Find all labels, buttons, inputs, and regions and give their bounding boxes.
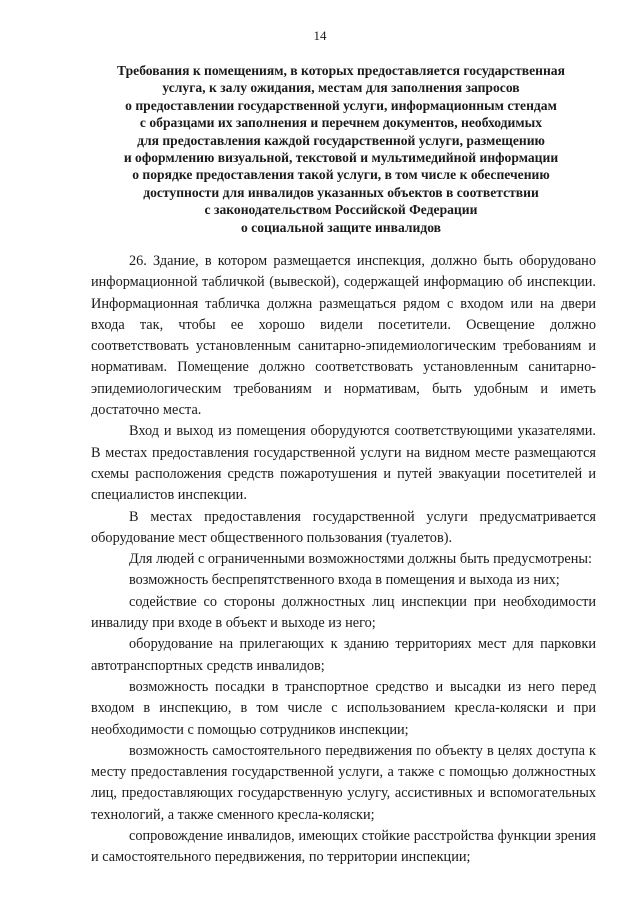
heading-line: с законодательством Российской Федерации [204,202,478,218]
list-item-staff-assistance: содействие со стороны должностных лиц инспекции при необходимости инвалиду при входе в объект и выходе из него; [91,593,596,632]
heading-line: для предоставления каждой государственной услуги, размещению [137,132,545,148]
heading-line: Требования к помещениям, в которых предоставляется государственная [117,63,565,78]
list-item-parking: оборудование на прилегающих к зданию территориях мест для парковки автотранспортных средств инвалидов; [91,636,596,674]
paragraph-building-signage: 26. Здание, в котором размещается инспекция, должно быть оборудовано информационной табличкой (вывеской), содержащей информацию об инспекции. Информационная табличка должна размещаться рядом с входом или на двери входа так, чтобы ее хорошо видели посетители. Освещение должно соответствовать установленным санитарно-эпидемиологическим требованиям и нормативам. Помещение должно соответствовать установленным санитарно-эпидемиологическим требованиям и нормативам, быть удобным и иметь достаточно места. [91,253,596,419]
page-number: 14 [313,28,327,43]
list-item-independent-movement: возможность самостоятельного передвижения по объекту в целях доступа к месту предоставления государственной услуги, а также с помощью должностных лиц, предоставляющих государственную услугу, ассистивных и вспомогательных технологий, а также сменного кресла-коляски; [91,742,596,823]
heading-line: доступности для инвалидов указанных объектов в соответствии [143,184,539,200]
heading-line: услуга, к залу ожидания, местам для заполнения запросов [162,80,520,96]
heading-line: о предоставлении государственной услуги, информационным стендам [125,97,557,113]
paragraph-disabilities-intro: Для людей с ограниченными возможностями должны быть предусмотрены: [129,551,592,568]
heading-line: с образцами их заполнения и перечнем документов, необходимых [139,115,543,131]
paragraph-public-facilities: В местах предоставления государственной услуги предусматривается оборудование мест общественного пользования (туалетов). [91,508,596,546]
list-item-escort: сопровождение инвалидов, имеющих стойкие расстройства функции зрения и самостоятельного передвижения, по территории инспекции; [91,828,596,866]
heading-line: о социальной защите инвалидов [240,219,442,235]
heading-line: и оформлению визуальной, текстовой и мультимедийной информации [123,150,559,166]
list-item-vehicle-boarding: возможность посадки в транспортное средство и высадки из него перед входом в инспекцию, в том числе с использованием кресла-коляски и при необходимости с помощью сотрудников инспекции; [91,678,596,738]
section-heading [86,62,596,236]
heading-line: о порядке предоставления такой услуги, в том числе к обеспечению [132,167,550,183]
body-text [91,251,596,869]
paragraph-entrance-exit: Вход и выход из помещения оборудуются соответствующими указателями. В местах предоставления государственной услуги на видном месте размещаются схемы расположения средств пожаротушения и путей эвакуации посетителей и специалистов инспекции. [91,423,596,504]
list-item-free-access: возможность беспрепятственного входа в помещения и выхода из них; [129,572,560,589]
